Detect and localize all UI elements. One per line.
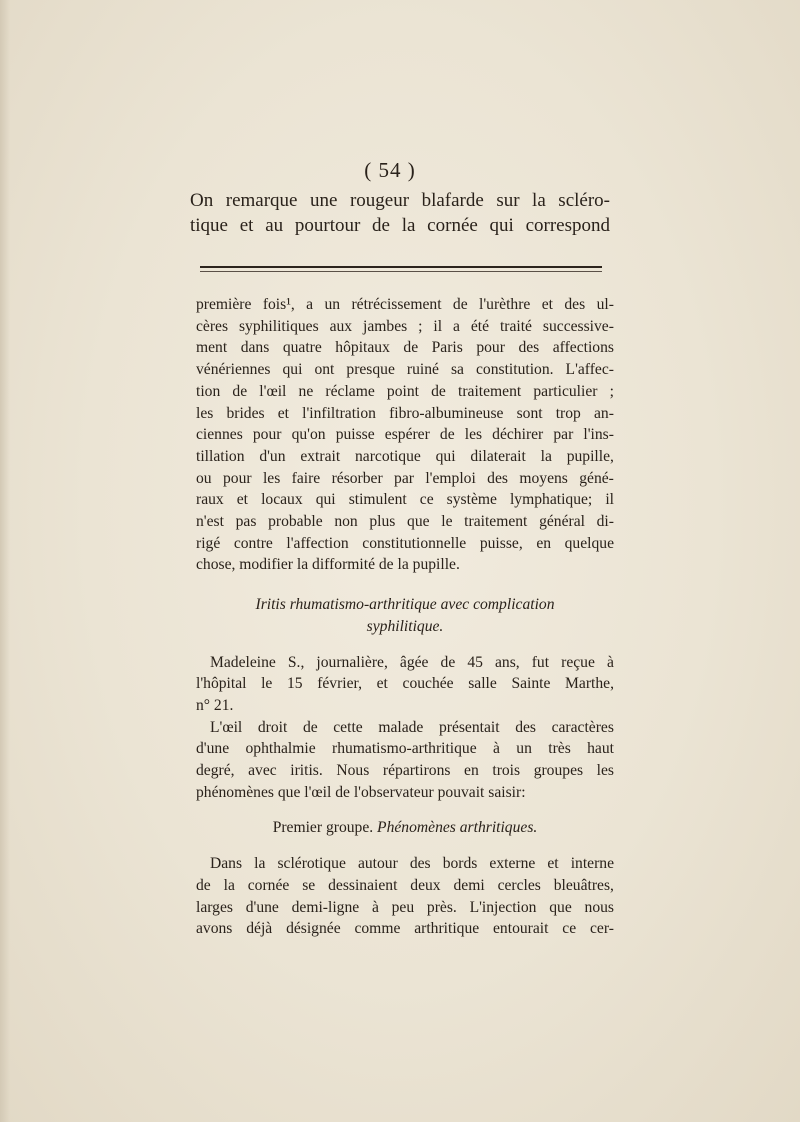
section-title-line: syphilitique. [366,617,444,635]
text-line: première fois¹, a un rétrécissement de l'urèthre et des ul- [196,296,614,313]
header-line: tique et au pourtour de la cornée qui correspond [190,215,610,236]
text-line: tion de l'œil ne réclame point de traitement particulier ; [196,382,614,400]
separator-rule-thick [200,266,602,268]
text-line: ment dans quatre hôpitaux de Paris pour des affections [196,339,614,357]
section-title [196,594,614,637]
text-line: Madeleine S., journalière, âgée de 45 ans, fut reçue à [210,653,614,671]
page-edge-shadow [0,0,10,1122]
group-heading [196,817,614,839]
group-heading-plain: Premier groupe. [272,819,378,837]
text-line: raux et locaux qui stimulent ce système lymphatique; il [196,491,614,509]
paragraph-4 [196,853,614,940]
text-line: chose, modifier la difformité de la pupille. [196,556,460,574]
text-line: larges d'une demi-ligne à peu près. L'injection que nous [196,898,614,916]
paragraph-2 [196,652,614,717]
text-line: de la cornée se dessinaient deux demi cercles bleuâtres, [196,876,614,894]
text-line: vénériennes qui ont presque ruiné sa constitution. L'affec- [196,361,614,379]
carried-over-header [190,188,610,238]
text-line: les brides et l'infiltration fibro-albumineuse sont trop an- [196,404,614,422]
text-line: ciennes pour qu'on puisse espérer de les déchirer par l'ins- [196,426,614,444]
text-line: Dans la sclérotique autour des bords externe et interne [210,855,614,873]
group-heading-italic: Phénomènes arthritiques. [377,819,538,837]
page-number: ( 54 ) [364,158,416,182]
separator-rule-thin [200,271,602,272]
body-text [196,294,614,940]
text-line: rigé contre l'affection constitutionnelle puisse, en quelque [196,534,614,552]
text-line: L'œil droit de cette malade présentait des caractères [210,718,614,736]
paragraph-3 [196,717,614,804]
text-line: l'hôpital le 15 février, et couchée salle Sainte Marthe, [196,675,614,693]
text-line: n° 21. [196,696,234,714]
paragraph-1 [196,294,614,576]
text-line: cères syphilitiques aux jambes ; il a été traité successive- [196,317,614,335]
text-line: n'est pas probable non plus que le traitement général di- [196,513,614,531]
text-line: tillation d'un extrait narcotique qui dilaterait la pupille, [196,447,614,465]
text-line: degré, avec iritis. Nous répartirons en trois groupes les [196,762,614,780]
header-line: On remarque une rougeur blafarde sur la scléro- [190,190,610,211]
section-title-line: Iritis rhumatismo-arthritique avec complication [255,596,555,614]
text-line: ou pour les faire résorber par l'emploi des moyens géné- [196,469,614,487]
text-line: phénomènes que l'œil de l'observateur pouvait saisir: [196,783,526,801]
text-line: avons déjà désignée comme arthritique entourait ce cer- [196,920,614,938]
text-line: d'une ophthalmie rhumatismo-arthritique à un très haut [196,740,614,758]
